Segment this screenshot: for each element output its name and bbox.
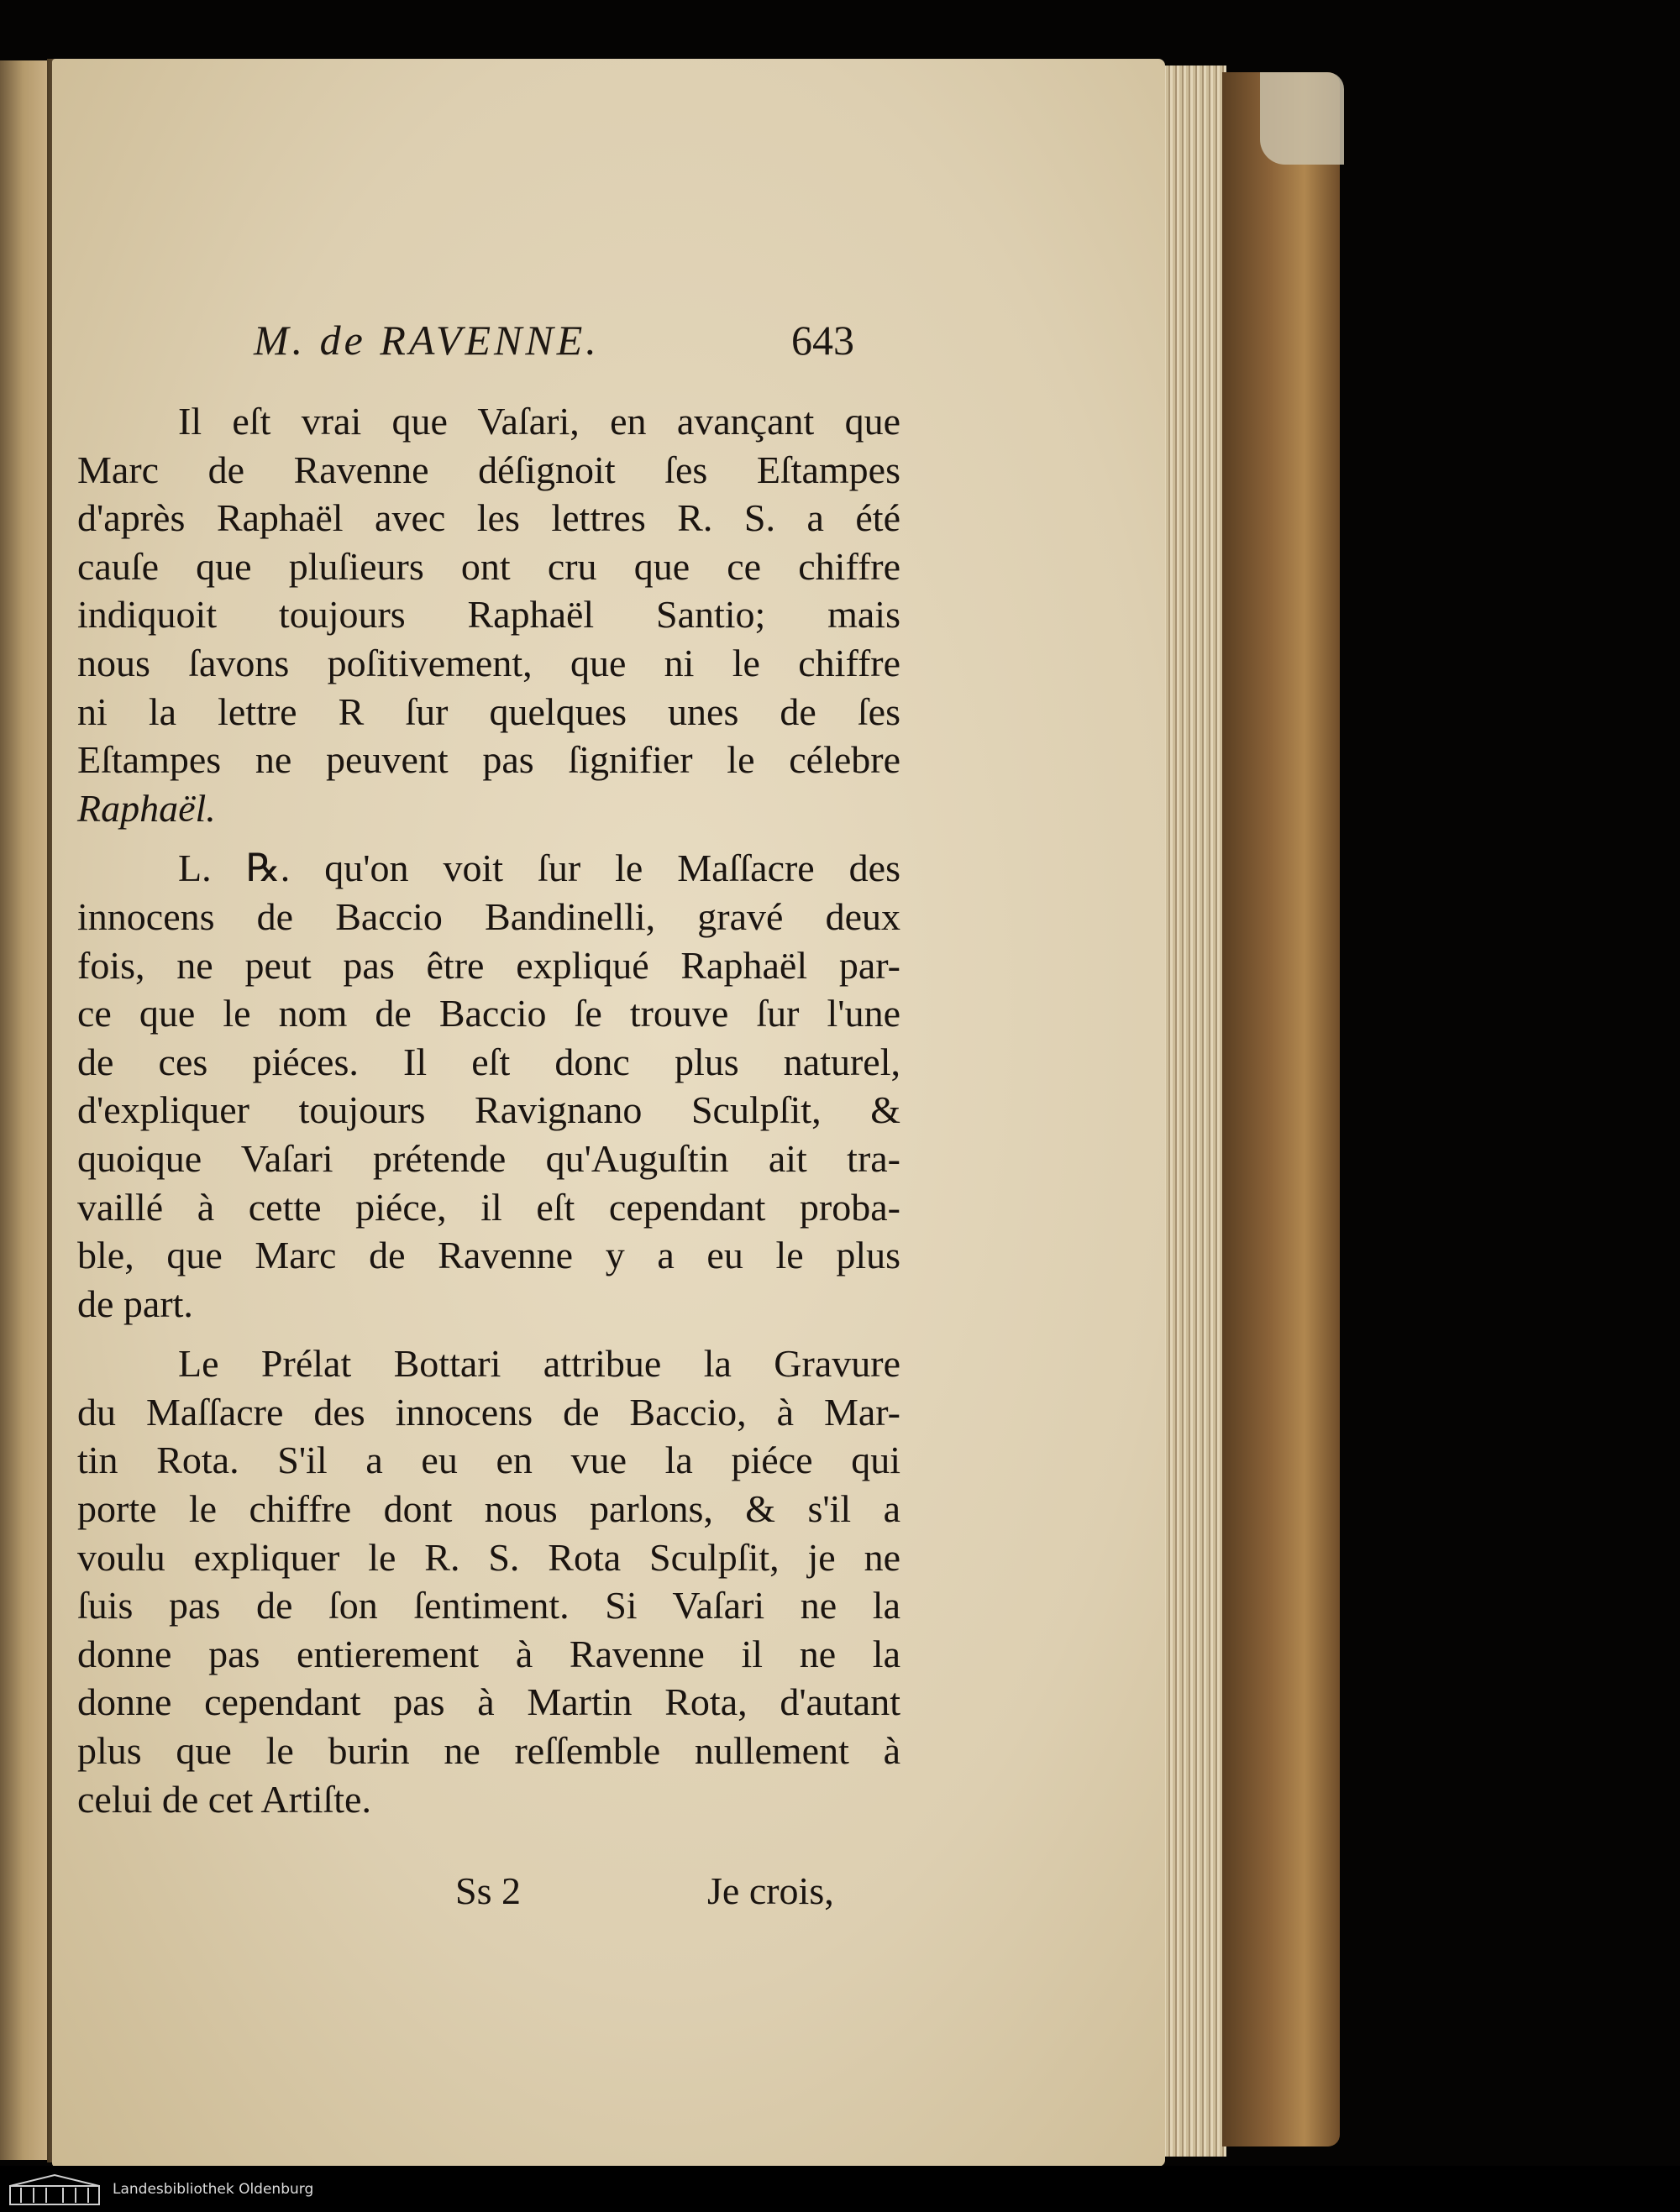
cover-tear <box>1260 72 1344 165</box>
text-line: L. ℞. qu'on voit ſur le Maſſacre des <box>178 847 900 890</box>
body-text <box>77 397 900 1823</box>
text-line: Eſtampes ne peuvent pas ſignifier le célebre <box>77 738 900 782</box>
book-page <box>52 59 1165 2167</box>
text-line: innocens de Baccio Bandinelli, gravé deux <box>77 894 900 938</box>
text-line: Marc de Ravenne déſignoit ſes Eſtampes <box>77 448 900 491</box>
text-line: vaillé à cette piéce, il eſt cependant proba- <box>77 1185 900 1229</box>
text-line: Le Prélat Bottari attribue la Gravure <box>178 1342 900 1386</box>
text-line: quoique Vaſari prétende qu'Auguſtin ait tra- <box>77 1136 900 1180</box>
library-building-icon <box>8 2173 101 2206</box>
text-line: donne pas entierement à Ravenne il ne la <box>77 1632 900 1675</box>
catchword: Je crois, <box>707 1869 834 1912</box>
signature-mark: Ss 2 <box>455 1869 521 1912</box>
text-line: porte le chiffre dont nous parlons, & s'il a <box>77 1487 900 1531</box>
text-line: celui de cet Artiſte. <box>77 1777 371 1821</box>
text-line: fois, ne peut pas être expliqué Raphaël par- <box>77 943 900 987</box>
left-page-edge <box>0 60 52 2160</box>
text-line: plus que le burin ne reſſemble nullement à <box>77 1729 900 1773</box>
text-line: de part. <box>77 1282 193 1325</box>
text-line: Il eſt vrai que Vaſari, en avançant que <box>178 400 900 443</box>
text-line: donne cependant pas à Martin Rota, d'autant <box>77 1680 900 1724</box>
paragraph-1 <box>77 397 900 832</box>
page-foot <box>52 1869 1165 1927</box>
paragraph-2 <box>77 844 900 1328</box>
text-line: tin Rota. S'il a eu en vue la piéce qui <box>77 1439 900 1482</box>
page-header <box>52 311 1165 370</box>
text-line: d'expliquer toujours Ravignano Sculpſit, & <box>77 1088 900 1132</box>
text-line: de ces piéces. Il eſt donc plus naturel, <box>77 1040 900 1083</box>
text-line: ble, que Marc de Ravenne y a eu le plus <box>77 1234 900 1277</box>
page-number: 643 <box>791 317 854 364</box>
running-title: M. de RAVENNE. <box>254 317 600 364</box>
book-cover <box>1222 72 1340 2146</box>
text-line: indiquoit toujours Raphaël Santio; mais <box>77 593 900 637</box>
text-line: d'après Raphaël avec les lettres R. S. a été <box>77 496 900 540</box>
text-line: cauſe que pluſieurs ont cru que ce chiffre <box>77 544 900 588</box>
text-line: ce que le nom de Baccio ſe trouve ſur l'une <box>77 992 900 1035</box>
text-line: nous ſavons poſitivement, que ni le chiffre <box>77 641 900 684</box>
text-line: ſuis pas de ſon ſentiment. Si Vaſari ne la <box>77 1584 900 1628</box>
text-line: ni la lettre R ſur quelques unes de ſes <box>77 689 900 733</box>
text-line: Raphaël. <box>77 786 216 830</box>
text-line: voulu expliquer le R. S. Rota Sculpſit, je ne <box>77 1535 900 1579</box>
library-footer-bar <box>0 2166 1680 2212</box>
library-name: Landesbibliothek Oldenburg <box>113 2180 314 2198</box>
text-line: du Maſſacre des innocens de Baccio, à Mar- <box>77 1390 900 1434</box>
paragraph-3 <box>77 1339 900 1823</box>
